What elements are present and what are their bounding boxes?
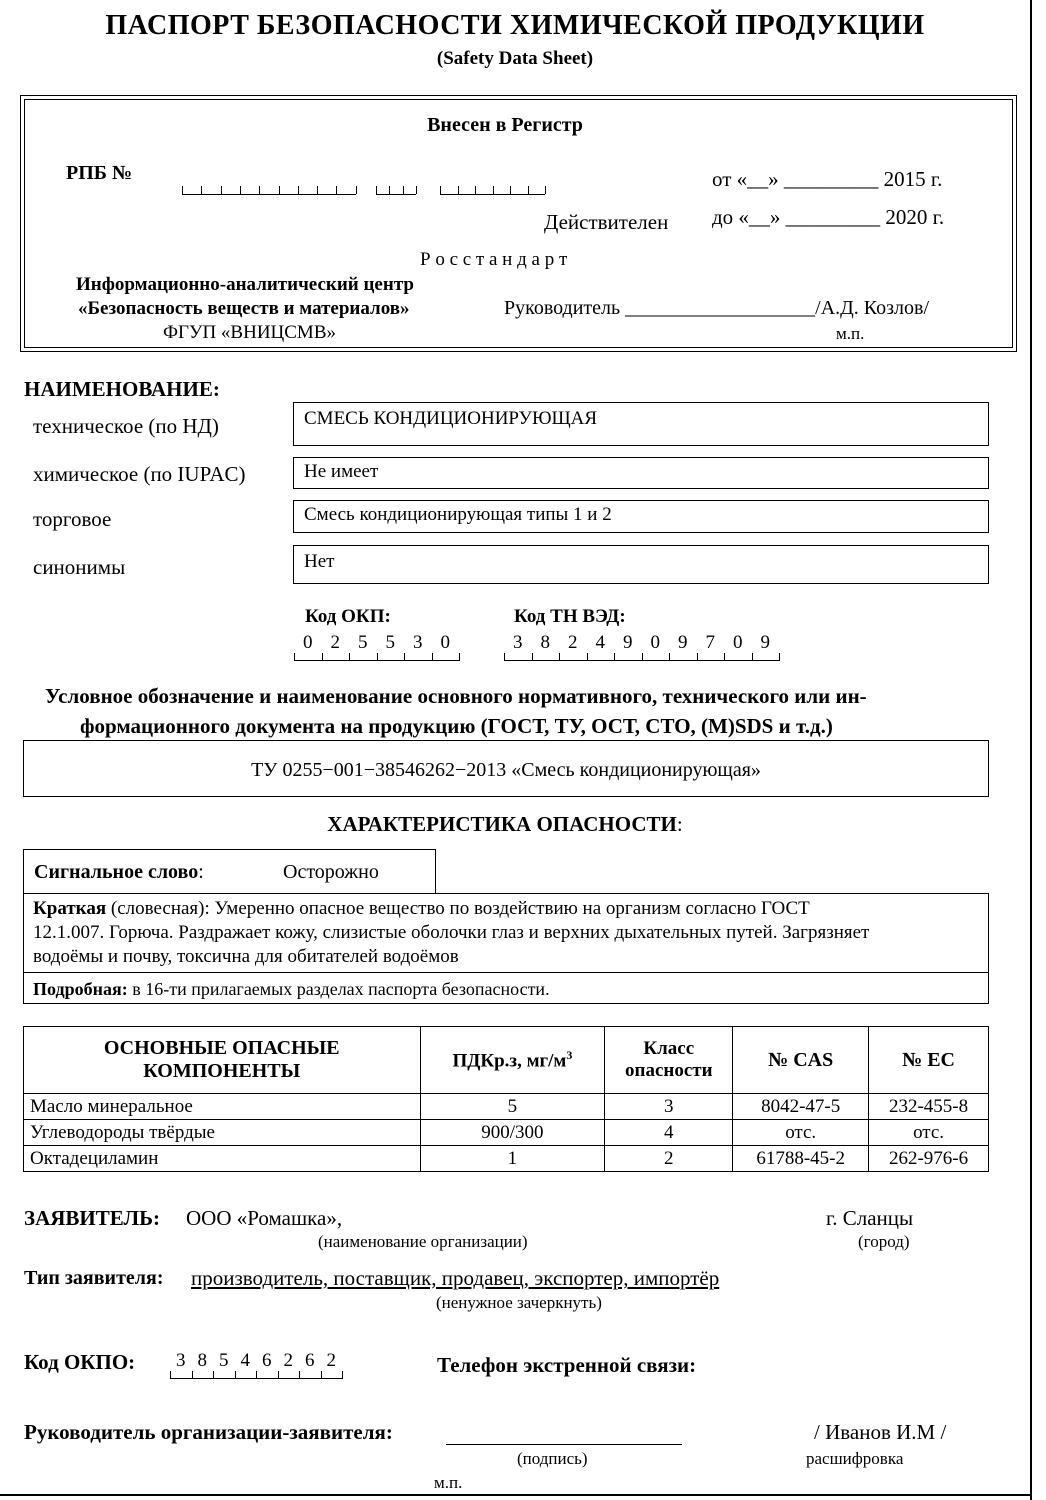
rpb-comb-tick bbox=[182, 186, 183, 194]
detail-text: в 16-ти прилагаемых разделах паспорта безопасности. bbox=[127, 979, 550, 999]
applicant-type-value: производитель, поставщик, продавец, экспортер, импортёр bbox=[191, 1266, 720, 1290]
okp-digit: 0 bbox=[440, 632, 450, 653]
naming-field-chemical: Не имеет bbox=[293, 457, 989, 489]
detail-hazard-text bbox=[33, 979, 550, 1000]
okp-tick bbox=[459, 653, 460, 661]
signal-word-value: Осторожно bbox=[283, 861, 379, 883]
tnved-digit: 0 bbox=[650, 632, 660, 653]
naming-label-technical: техническое (по НД) bbox=[33, 414, 219, 438]
okp-digit: 5 bbox=[358, 632, 368, 653]
applicant-type-caption: (ненужное зачеркнуть) bbox=[436, 1293, 602, 1312]
document-heading-line-2: формационного документа на продукцию (ГОСТ, ТУ, ОСТ, СТО, (М)SDS и т.д.) bbox=[80, 714, 833, 738]
registry-heading: Внесен в Регистр bbox=[427, 114, 583, 136]
registry-seal: м.п. bbox=[836, 324, 865, 343]
tnved-digit: 3 bbox=[513, 632, 523, 653]
component-ec: отс. bbox=[869, 1120, 989, 1146]
center-line-2: «Безопасность веществ и материалов» bbox=[78, 298, 410, 319]
signal-word-colon: : bbox=[198, 861, 204, 883]
okpo-tick bbox=[342, 1371, 343, 1379]
component-class: 2 bbox=[605, 1146, 733, 1172]
okpo-digit: 5 bbox=[219, 1350, 229, 1371]
component-cas: 8042-47-5 bbox=[733, 1094, 869, 1120]
table-row bbox=[24, 1146, 989, 1172]
rpb-comb-baseline bbox=[440, 194, 545, 195]
okpo-tick bbox=[256, 1371, 257, 1379]
okpo-tick bbox=[299, 1371, 300, 1379]
document-heading-line-1: Условное обозначение и наименование основного нормативного, технического или ин- bbox=[45, 684, 867, 708]
okp-label: Код ОКП: bbox=[305, 606, 391, 627]
signature-line[interactable] bbox=[446, 1444, 682, 1445]
okpo-digit: 2 bbox=[326, 1350, 336, 1371]
okp-digit: 0 bbox=[303, 632, 313, 653]
rpb-comb-tick bbox=[376, 186, 377, 194]
center-line-3: ФГУП «ВНИЦСМВ» bbox=[163, 322, 336, 343]
rpb-comb-baseline bbox=[182, 194, 356, 195]
naming-field-trade: Смесь кондиционирующая типы 1 и 2 bbox=[293, 500, 989, 533]
component-name: Масло минеральное bbox=[24, 1094, 421, 1120]
okp-code bbox=[294, 632, 459, 662]
okp-tick bbox=[294, 653, 295, 661]
registry-from-date: от «__» _________ 2015 г. bbox=[712, 167, 943, 191]
okpo-tick bbox=[170, 1371, 171, 1379]
component-class: 4 bbox=[605, 1120, 733, 1146]
tnved-tick bbox=[559, 653, 560, 661]
okpo-code bbox=[170, 1350, 342, 1380]
rpb-comb-tick bbox=[389, 186, 390, 194]
rpb-comb-tick bbox=[279, 186, 280, 194]
tnved-digit: 9 bbox=[678, 632, 688, 653]
rpb-comb-tick bbox=[493, 186, 494, 194]
rpb-comb-tick bbox=[403, 186, 404, 194]
document-field: ТУ 0255−001−38546262−2013 «Смесь кондиционирующая» bbox=[23, 740, 989, 797]
okpo-digit: 6 bbox=[305, 1350, 315, 1371]
header-class bbox=[605, 1027, 733, 1094]
header-class-line-2: опасности bbox=[625, 1060, 713, 1081]
naming-label-chemical: химическое (по IUPAC) bbox=[33, 462, 246, 486]
rpb-comb-tick bbox=[356, 186, 357, 194]
tnved-tick bbox=[752, 653, 753, 661]
brief-sub: (словесная): bbox=[106, 898, 215, 919]
hazard-heading bbox=[0, 812, 1010, 837]
rpb-comb-tick bbox=[336, 186, 337, 194]
component-ec: 232-455-8 bbox=[869, 1094, 989, 1120]
registry-head-signature: Руководитель ___________________/А.Д. Козлов/ bbox=[504, 297, 930, 319]
signal-word-label bbox=[34, 861, 204, 884]
okpo-digit: 3 bbox=[176, 1350, 186, 1371]
naming-field-synonyms: Нет bbox=[293, 545, 989, 584]
okp-tick bbox=[404, 653, 405, 661]
rpb-comb-tick bbox=[528, 186, 529, 194]
okp-tick bbox=[432, 653, 433, 661]
tnved-digit: 7 bbox=[705, 632, 715, 653]
applicant-seal: м.п. bbox=[434, 1473, 463, 1492]
rpb-comb-tick bbox=[240, 186, 241, 194]
tnved-label: Код ТН ВЭД: bbox=[514, 606, 626, 627]
naming-heading: НАИМЕНОВАНИЕ: bbox=[24, 377, 220, 401]
hazard-heading-text: ХАРАКТЕРИСТИКА ОПАСНОСТИ bbox=[327, 812, 677, 836]
applicant-head-name: / Иванов И.М / bbox=[814, 1420, 947, 1444]
okpo-digit: 8 bbox=[197, 1350, 207, 1371]
detail-label: Подробная: bbox=[33, 979, 128, 999]
tnved-tick bbox=[614, 653, 615, 661]
tnved-tick bbox=[532, 653, 533, 661]
okpo-digit: 4 bbox=[240, 1350, 250, 1371]
brief-hazard-line-3: водоёмы и почву, токсична для обитателей водоёмов bbox=[33, 946, 459, 967]
page-border-right bbox=[1030, 0, 1032, 1500]
applicant-city-caption: (город) bbox=[858, 1232, 910, 1251]
tnved-code bbox=[504, 632, 779, 662]
decode-caption: расшифровка bbox=[806, 1449, 904, 1468]
okp-digit: 2 bbox=[330, 632, 340, 653]
naming-label-trade: торговое bbox=[33, 507, 112, 531]
header-components-line-1: ОСНОВНЫЕ ОПАСНЫЕ bbox=[103, 1037, 340, 1059]
brief-text-1: Умеренно опасное вещество по воздействию на организм согласно ГОСТ bbox=[214, 898, 810, 919]
okp-tick bbox=[322, 653, 323, 661]
component-cas: отс. bbox=[733, 1120, 869, 1146]
okpo-label: Код ОКПО: bbox=[24, 1350, 136, 1374]
brief-hazard-line-1 bbox=[33, 898, 810, 920]
applicant-type-label: Тип заявителя: bbox=[24, 1267, 164, 1289]
applicant-head-label: Руководитель организации-заявителя: bbox=[24, 1420, 393, 1444]
emergency-phone-label: Телефон экстренной связи: bbox=[437, 1353, 697, 1377]
rosstandart-label: Р о с с т а н д а р т bbox=[420, 249, 568, 270]
okp-digit: 3 bbox=[413, 632, 423, 653]
page-border-bottom bbox=[0, 1494, 1032, 1496]
signal-word-label-text: Сигнальное слово bbox=[34, 861, 199, 883]
tnved-tick bbox=[669, 653, 670, 661]
header-pdk-sup: 3 bbox=[566, 1047, 573, 1062]
tnved-digit: 4 bbox=[595, 632, 605, 653]
tnved-digit: 2 bbox=[568, 632, 578, 653]
rpb-comb-tick bbox=[201, 186, 202, 194]
header-ec: № ЕС bbox=[869, 1027, 989, 1094]
header-class-line-1: Класс bbox=[643, 1038, 695, 1059]
okp-tick bbox=[349, 653, 350, 661]
okpo-digit: 6 bbox=[262, 1350, 272, 1371]
component-name: Углеводороды твёрдые bbox=[24, 1120, 421, 1146]
okpo-digit: 2 bbox=[283, 1350, 293, 1371]
component-class: 3 bbox=[605, 1094, 733, 1120]
rpb-comb-tick bbox=[317, 186, 318, 194]
tnved-tick bbox=[504, 653, 505, 661]
component-pdk: 5 bbox=[420, 1094, 605, 1120]
rpb-comb-tick bbox=[416, 186, 417, 194]
rpb-comb-tick bbox=[221, 186, 222, 194]
tnved-tick bbox=[724, 653, 725, 661]
registry-until-date: до «__» _________ 2020 г. bbox=[712, 205, 945, 229]
document-subtitle: (Safety Data Sheet) bbox=[436, 48, 594, 69]
okpo-tick bbox=[192, 1371, 193, 1379]
tnved-digit: 0 bbox=[733, 632, 743, 653]
applicant-city: г. Сланцы bbox=[826, 1206, 914, 1230]
document-title: ПАСПОРТ БЕЗОПАСНОСТИ ХИМИЧЕСКОЙ ПРОДУКЦИИ bbox=[105, 10, 925, 41]
tnved-digit: 9 bbox=[623, 632, 633, 653]
hazard-heading-colon: : bbox=[676, 812, 683, 836]
component-cas: 61788-45-2 bbox=[733, 1146, 869, 1172]
brief-label: Краткая bbox=[33, 898, 107, 919]
tnved-digit: 8 bbox=[540, 632, 550, 653]
naming-field-technical: СМЕСЬ КОНДИЦИОНИРУЮЩАЯ bbox=[293, 402, 989, 446]
naming-label-synonyms: синонимы bbox=[33, 555, 126, 579]
component-ec: 262-976-6 bbox=[869, 1146, 989, 1172]
header-pdk bbox=[420, 1027, 605, 1094]
header-pdk-text: ПДКр.з, мг/м bbox=[452, 1050, 567, 1072]
okp-digit: 5 bbox=[385, 632, 395, 653]
components-header-row bbox=[24, 1027, 989, 1094]
okpo-tick bbox=[213, 1371, 214, 1379]
okpo-tick bbox=[235, 1371, 236, 1379]
rpb-comb-tick bbox=[259, 186, 260, 194]
rpb-comb-tick bbox=[510, 186, 511, 194]
components-table bbox=[23, 1026, 989, 1172]
center-line-1: Информационно-аналитический центр bbox=[76, 274, 414, 295]
rpb-comb-tick bbox=[475, 186, 476, 194]
rpb-comb-tick bbox=[298, 186, 299, 194]
valid-label: Действителен bbox=[544, 210, 669, 234]
table-row bbox=[24, 1094, 989, 1120]
rpb-label: РПБ № bbox=[66, 162, 133, 184]
header-components-line-2: КОМПОНЕНТЫ bbox=[143, 1060, 301, 1082]
rpb-comb-tick bbox=[440, 186, 441, 194]
rpb-comb-baseline bbox=[376, 194, 416, 195]
table-row bbox=[24, 1120, 989, 1146]
rpb-comb-tick bbox=[458, 186, 459, 194]
applicant-name: ООО «Ромашка», bbox=[186, 1206, 343, 1230]
signature-caption: (подпись) bbox=[517, 1449, 588, 1468]
tnved-tick bbox=[642, 653, 643, 661]
brief-hazard-line-2: 12.1.007. Горюча. Раздражает кожу, слизистые оболочки глаз и верхних дыхательных путей. Загрязняет bbox=[33, 922, 870, 943]
tnved-digit: 9 bbox=[760, 632, 770, 653]
okpo-tick bbox=[278, 1371, 279, 1379]
tnved-tick bbox=[697, 653, 698, 661]
component-name: Октадециламин bbox=[24, 1146, 421, 1172]
component-pdk: 1 bbox=[420, 1146, 605, 1172]
okpo-tick bbox=[321, 1371, 322, 1379]
header-cas: № CAS bbox=[733, 1027, 869, 1094]
tnved-tick bbox=[587, 653, 588, 661]
applicant-label: ЗАЯВИТЕЛЬ: bbox=[24, 1206, 161, 1230]
header-components bbox=[24, 1027, 421, 1094]
tnved-tick bbox=[779, 653, 780, 661]
rpb-comb-tick bbox=[545, 186, 546, 194]
applicant-name-caption: (наименование организации) bbox=[318, 1232, 528, 1251]
okp-tick bbox=[377, 653, 378, 661]
component-pdk: 900/300 bbox=[420, 1120, 605, 1146]
